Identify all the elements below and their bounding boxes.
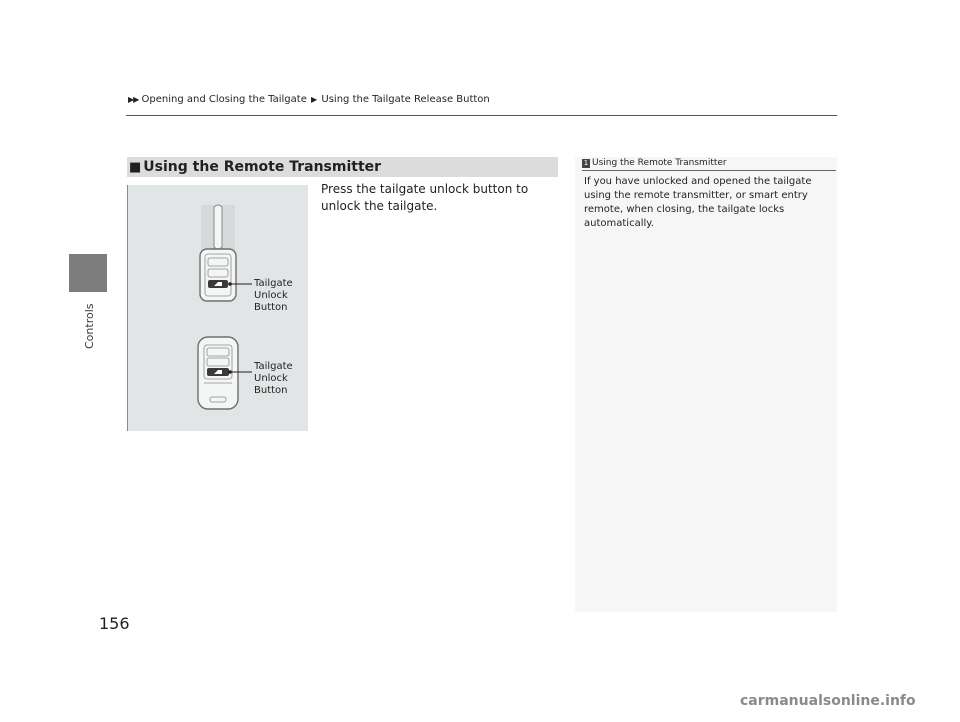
note-heading: 1 Using the Remote Transmitter [583,158,727,168]
page-number: 156 [99,614,130,633]
breadcrumb-item-1: Opening and Closing the Tailgate [141,94,307,105]
chapter-label: Controls [83,303,96,349]
note-text: If you have unlocked and opened the tailgate using the remote transmitter, or smart entry remote, when closing, the tailgate locks automatically. [584,176,812,229]
note-divider [582,170,836,171]
callout-label-1: Tailgate Unlock Button [254,278,293,313]
body-paragraph: Press the tailgate unlock button to unlock the tailgate. [321,182,529,213]
key-illustration [127,185,308,431]
smart-entry-remote-icon [198,337,238,409]
breadcrumb-item-2: Using the Tailgate Release Button [321,94,490,105]
chapter-tab [69,254,107,292]
square-bullet-icon: ■ [129,160,142,175]
callout-label-2: Tailgate Unlock Button [254,361,293,396]
header-divider [126,115,837,116]
note-number-icon: 1 [583,159,589,167]
double-arrow-icon: ▶▶ [128,95,139,104]
breadcrumb [128,94,490,105]
flip-key-icon [200,205,236,301]
watermark: carmanualsonline.info [740,693,916,709]
arrow-icon: ▶ [311,95,318,104]
section-title: ■ Using the Remote Transmitter [129,159,382,175]
